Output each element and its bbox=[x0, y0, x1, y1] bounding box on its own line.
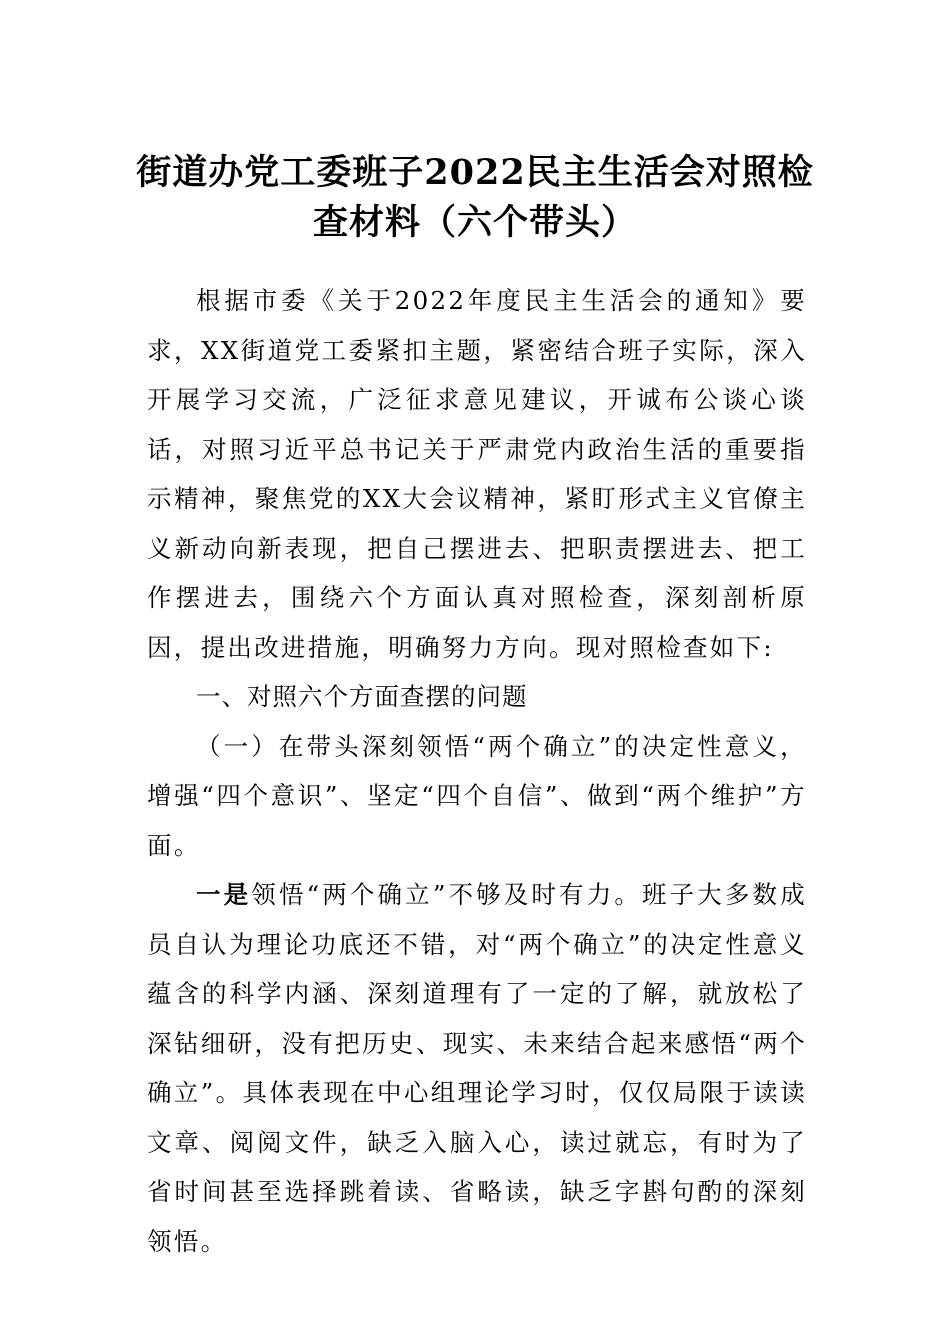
document-title-line-2: 查材料（六个带头） bbox=[312, 202, 637, 243]
intro-paragraph: 根据市委《关于2022年度民主生活会的通知》要求，XX街道党工委紧扣主题，紧密结合班子实际，深入开展学习交流，广泛征求意见建议，开诚布公谈心谈话，对照习近平总书记关于严肃党内政治生活的重要指示精神，聚焦党的XX大会议精神，紧盯形式主义官僚主义新动向新表现，把自己摆进去、把职责摆进去、把工作摆进去，围绕六个方面认真对照检查，深刻剖析原因，提出改进措施，明确努力方向。现对照检查如下: bbox=[147, 286, 807, 662]
point-text: 领悟“两个确立”不够及时有力。班子大多数成员自认为理论功底还不错，对“两个确立”的决定性意义蕴含的科学内涵、深刻道理有了一定的了解，就放松了深钻细研，没有把历史、现实、未来结合起来感悟“两个确立”。具体表现在中心组理论学习时，仅仅局限于读读文章、阅阅文件，缺乏入脑入心，读过就忘，有时为了省时间甚至选择跳着读、省略读，缺乏字斟句酌的深刻领悟。 bbox=[147, 880, 807, 1256]
subsection-heading-1: （一）在带头深刻领悟“两个确立”的决定性意义，增强“四个意识”、坚定“四个自信”、做到“两个维护”方面。 bbox=[147, 731, 807, 860]
document-body bbox=[147, 276, 807, 1266]
point-paragraph-1 bbox=[147, 870, 807, 1266]
document-title-line-1: 街道办党工委班子2022民主生活会对照检 bbox=[136, 152, 814, 193]
point-lead-label: 一是 bbox=[196, 880, 252, 909]
section-heading-1: 一、对照六个方面查摆的问题 bbox=[196, 682, 528, 711]
